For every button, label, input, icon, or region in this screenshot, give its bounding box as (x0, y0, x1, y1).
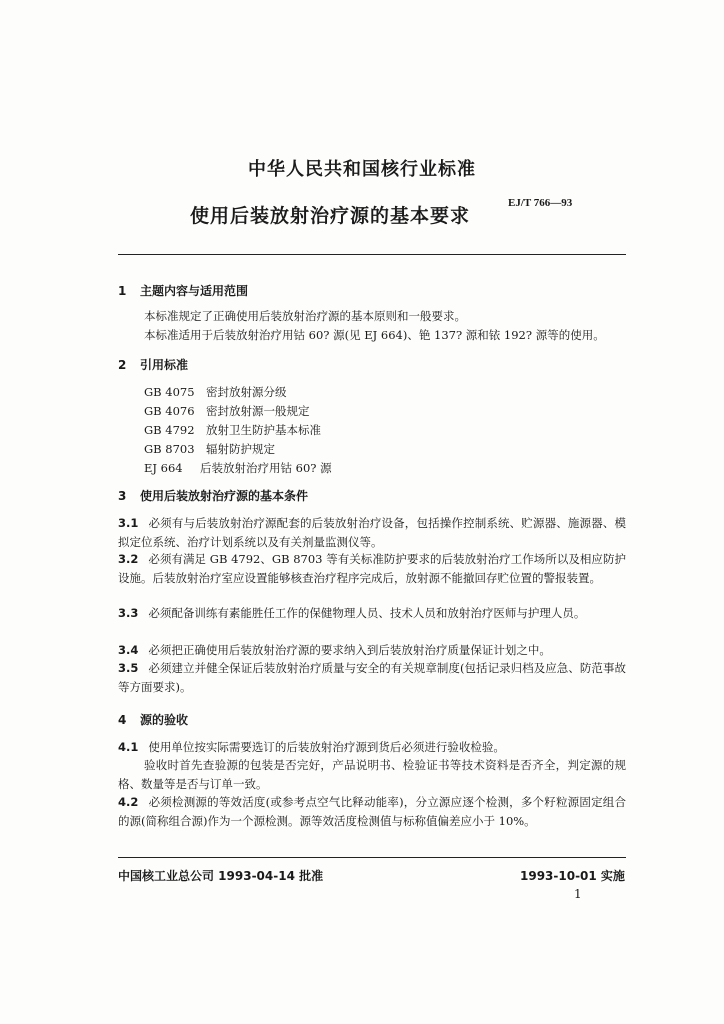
reference-title: 密封放射源分级 (206, 385, 287, 399)
section-number: 3 (118, 489, 127, 503)
document-title: 使用后装放射治疗源的基本要求 (190, 205, 471, 227)
org-title: 中华人民共和国核行业标准 (248, 159, 476, 180)
approval-date: 中国核工业总公司 1993-04-14 批准 (118, 869, 324, 883)
clause-text: 必须检测源的等效活度(或参考点空气比释动能率)，分立源应逐个检测，多个籽粒源固定组合的源(简称组合源)作为一个源检测。源等效活度检测值与标称值偏差应小于 10%。 (118, 795, 626, 828)
clause-text: 必须配备训练有素能胜任工作的保健物理人员、技术人员和放射治疗医师与护理人员。 (148, 606, 586, 620)
clause-number: 4.1 (118, 740, 139, 754)
clause-text: 必须有满足 GB 4792、GB 8703 等有关标准防护要求的后装放射治疗工作场所以及相应防护设施。后装放射治疗室应设置能够核查治疗程序完成后，放射源不能撤回存贮位置的警报装置。 (118, 552, 626, 585)
section-number: 4 (118, 713, 127, 727)
clause-text: 必须建立并健全保证后装放射治疗质量与安全的有关规章制度(包括记录归档及应急、防范事故等方面要求)。 (118, 661, 626, 694)
reference-item (144, 384, 287, 401)
clause-number: 3.5 (118, 661, 139, 675)
reference-title: 辐射防护规定 (206, 442, 275, 456)
section-number: 2 (118, 358, 127, 372)
footer-divider (118, 857, 626, 858)
section-title: 主题内容与适用范围 (140, 284, 249, 298)
clause-3-1 (118, 514, 626, 551)
effective-date: 1993-10-01 实施 (520, 869, 625, 883)
section-3-heading (118, 487, 308, 504)
section-number: 1 (118, 284, 127, 298)
paragraph: 本标准规定了正确使用后装放射治疗源的基本原则和一般要求。 (144, 309, 466, 323)
standard-number: EJ/T 766—93 (508, 197, 573, 209)
section-title: 使用后装放射治疗源的基本条件 (140, 489, 309, 503)
reference-item (144, 422, 321, 439)
clause-number: 4.2 (118, 795, 139, 809)
clause-3-3 (118, 604, 626, 623)
reference-code: GB 4792 (144, 423, 195, 437)
section-title: 引用标准 (140, 358, 189, 372)
section-1-heading (118, 282, 248, 299)
clause-number: 3.4 (118, 643, 139, 657)
reference-code: EJ 664 (144, 461, 183, 475)
clause-number: 3.2 (118, 552, 139, 566)
reference-item (144, 441, 275, 458)
clause-4-1 (118, 738, 626, 757)
clause-3-4 (118, 641, 626, 660)
section-title: 源的验收 (140, 713, 189, 727)
clause-4-1-continued: 验收时首先查验源的包装是否完好，产品说明书、检验证书等技术资料是否齐全，判定源的规格、数量等是否与订单一致。 (118, 758, 626, 791)
clause-text: 使用单位按实际需要选订的后装放射治疗源到货后必须进行验收检验。 (148, 740, 505, 754)
clause-3-5 (118, 659, 626, 696)
paragraph: 本标准适用于后装放射治疗用钴 60? 源(见 EJ 664)、铯 137? 源和铱 192? 源等的使用。 (144, 328, 605, 342)
clause-number: 3.1 (118, 516, 139, 530)
header-divider (118, 254, 626, 255)
page-number: 1 (574, 887, 582, 901)
clause-number: 3.3 (118, 606, 139, 620)
clause-text: 必须有与后装放射治疗源配套的后装放射治疗设备，包括操作控制系统、贮源器、施源器、模拟定位系统、治疗计划系统以及有关剂量监测仪等。 (118, 516, 626, 549)
clause-4-2 (118, 793, 626, 830)
section-2-heading (118, 356, 188, 373)
reference-item (144, 403, 310, 420)
reference-item (144, 460, 332, 477)
reference-title: 后装放射治疗用钴 60? 源 (200, 461, 332, 475)
reference-code: GB 4075 (144, 385, 195, 399)
reference-code: GB 8703 (144, 442, 195, 456)
reference-title: 放射卫生防护基本标准 (206, 423, 321, 437)
section-4-heading (118, 711, 188, 728)
reference-code: GB 4076 (144, 404, 195, 418)
reference-title: 密封放射源一般规定 (206, 404, 310, 418)
clause-text: 必须把正确使用后装放射治疗源的要求纳入到后装放射治疗质量保证计划之中。 (148, 643, 551, 657)
clause-3-2 (118, 550, 626, 587)
